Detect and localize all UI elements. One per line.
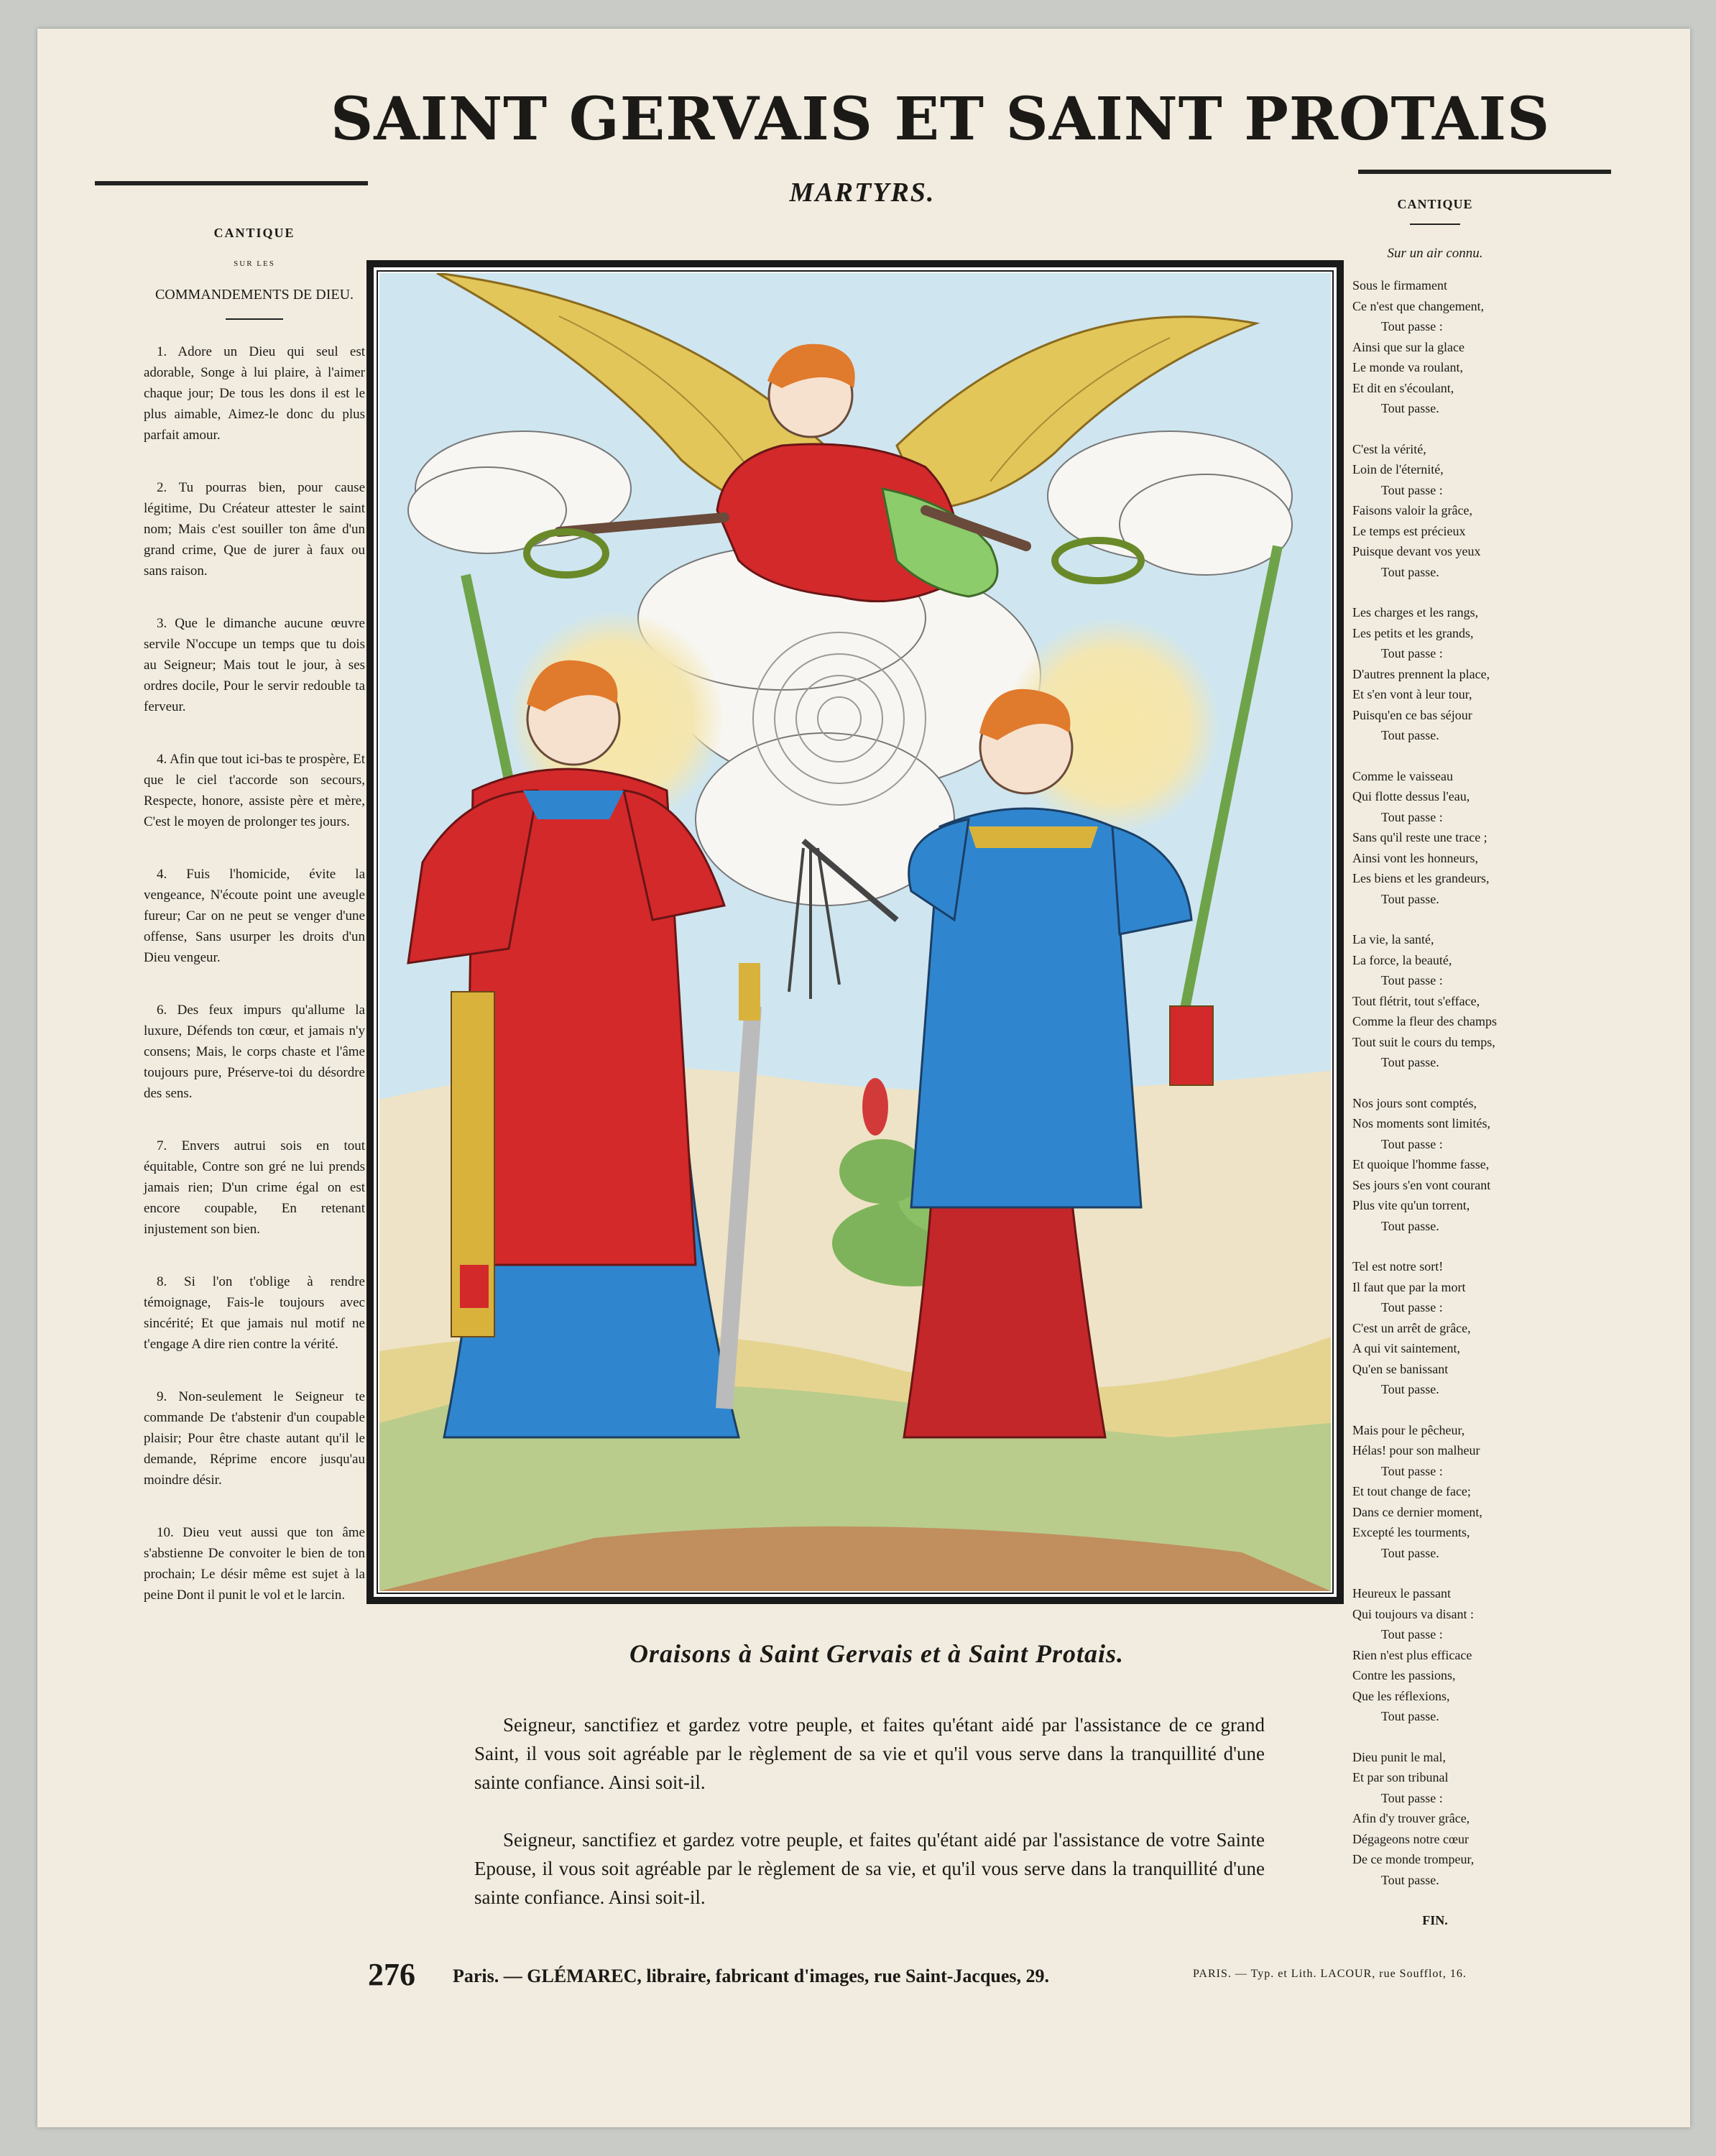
stanza bbox=[1352, 1256, 1518, 1400]
stanza-line: Nos moments sont limités, bbox=[1352, 1116, 1491, 1130]
commandment-paragraph: 6. Des feux impurs qu'allume la luxure, Défends ton cœur, et jamais n'y consens; Mais, le corps chaste et l'âme toujours pure, Préserve-toi du désordre des sens. bbox=[144, 1003, 365, 1101]
stanza-line: Le monde va roulant, bbox=[1352, 360, 1463, 374]
stanza-line: Rien n'est plus efficace bbox=[1352, 1647, 1472, 1662]
stanza-line: Qui toujours va disant : bbox=[1352, 1606, 1474, 1621]
left-cantique-heading: CANTIQUE bbox=[213, 226, 295, 240]
left-column-cantique bbox=[144, 223, 365, 1637]
stanza-line: Dans ce dernier moment, bbox=[1352, 1504, 1482, 1519]
commandment-paragraph: 7. Envers autrui sois en tout équitable, Contre son gré ne lui prends jamais rien; D'un crime égal on est encore coupable, En retenant injustement son bien. bbox=[144, 1138, 365, 1237]
page-subtitle: MARTYRS. bbox=[789, 178, 936, 208]
stanza-line: Heureux le passant bbox=[1352, 1586, 1451, 1600]
stanza-line: C'est la vérité, bbox=[1352, 441, 1426, 456]
commandment-paragraph: 9. Non-seulement le Seigneur te commande De t'abstenir d'un coupable plaisir; Pour être chaste autant qu'il le demande, Réprime encore jusqu'au moindre désir. bbox=[144, 1389, 365, 1488]
stanza-line: Excepté les tourments, bbox=[1352, 1525, 1470, 1539]
stanza-line: Tout passe : bbox=[1381, 809, 1443, 824]
stanza-line: Tout flétrit, tout s'efface, bbox=[1352, 993, 1480, 1008]
right-cantique-heading: CANTIQUE bbox=[1397, 197, 1473, 211]
stanza bbox=[1352, 1747, 1518, 1891]
stanza-line: Dégageons notre cœur bbox=[1352, 1831, 1469, 1846]
stanza-line: De ce monde trompeur, bbox=[1352, 1852, 1475, 1866]
stanza-line: Tout passe : bbox=[1381, 646, 1443, 660]
commandment-paragraph: 10. Dieu veut aussi que ton âme s'abstienne De convoiter le bien de ton prochain; Le désir même est sujet à la peine Dont il punit le vol et le larcin. bbox=[144, 1525, 365, 1603]
stanza-line: Tout passe. bbox=[1381, 1218, 1439, 1233]
stanza-line: Tout passe : bbox=[1381, 1300, 1443, 1314]
stanza-line: Tout passe. bbox=[1381, 1872, 1439, 1887]
oraisons-title: Oraisons à Saint Gervais et à Saint Protais. bbox=[629, 1639, 1125, 1668]
stanza-line: Dieu punit le mal, bbox=[1352, 1749, 1446, 1764]
stanza bbox=[1352, 439, 1518, 583]
stanza-line: Tout passe. bbox=[1381, 1382, 1439, 1396]
stanza-line: Tout passe. bbox=[1381, 401, 1439, 415]
stanza-line: Tel est notre sort! bbox=[1352, 1259, 1444, 1273]
stanza-line: Ainsi vont les honneurs, bbox=[1352, 850, 1478, 865]
stanza-line: Mais pour le pêcheur, bbox=[1352, 1422, 1465, 1437]
stanza-line: Les petits et les grands, bbox=[1352, 625, 1474, 640]
stanza-line: Ce n'est que changement, bbox=[1352, 298, 1485, 313]
stanza-line: Faisons valoir la grâce, bbox=[1352, 503, 1472, 517]
right-short-rule bbox=[1410, 224, 1460, 225]
stanza-line: Comme le vaisseau bbox=[1352, 768, 1453, 783]
commandment-paragraph: 4. Fuis l'homicide, évite la vengeance, N'écoute point une aveugle fureur; Car on ne peut se venger d'une offense, Sans usurper les droits d'un Dieu vengeur. bbox=[144, 867, 365, 965]
stanza-line: A qui vit saintement, bbox=[1352, 1341, 1460, 1355]
left-short-rule bbox=[226, 318, 283, 320]
stanza-list bbox=[1352, 275, 1518, 1890]
commandment-paragraph: 8. Si l'on t'oblige à rendre témoignage, Fais-le toujours avec sincérité; Et que jamais nul motif ne t'engage A dire rien contre la vérité. bbox=[144, 1274, 365, 1352]
stanza-line: Tout passe : bbox=[1381, 482, 1443, 497]
right-column-cantique bbox=[1352, 194, 1518, 1931]
stanza bbox=[1352, 929, 1518, 1073]
stanza-line: Loin de l'éternité, bbox=[1352, 462, 1444, 476]
stanza-line: Plus vite qu'un torrent, bbox=[1352, 1198, 1470, 1212]
stanza-line: D'autres prennent la place, bbox=[1352, 666, 1490, 681]
stanza bbox=[1352, 1093, 1518, 1237]
stanza-line: Sous le firmament bbox=[1352, 278, 1447, 292]
stanza-line: Tout passe. bbox=[1381, 728, 1439, 742]
stanza bbox=[1352, 1583, 1518, 1727]
stanza-line: Afin d'y trouver grâce, bbox=[1352, 1811, 1470, 1825]
stanza-line: Tout passe : bbox=[1381, 973, 1443, 987]
stanza-line: Tout passe. bbox=[1381, 1709, 1439, 1723]
commandment-paragraph: 3. Que le dimanche aucune œuvre servile N'occupe un temps que tu dois au Seigneur; Mais tout le jour, à ses ordres docile, Pour le servir redouble ta ferveur. bbox=[144, 616, 365, 714]
left-cantique-small: SUR LES bbox=[234, 259, 275, 268]
stanza-line: Puisque devant vos yeux bbox=[1352, 544, 1481, 558]
stanza-line: Sans qu'il reste une trace ; bbox=[1352, 830, 1487, 844]
stanza-line: Qui flotte dessus l'eau, bbox=[1352, 789, 1470, 803]
prayer-paragraph-1: Seigneur, sanctifiez et gardez votre peuple, et faites qu'étant aidé par l'assistance de ce grand Saint, il vous soit agréable par le règlement de sa vie et qu'il vous serve dans la tranquillité d'une sainte confiance. Ainsi soit-il. bbox=[474, 1714, 1265, 1793]
left-cantique-subheading: COMMANDEMENTS DE DIEU. bbox=[154, 287, 354, 303]
stanza-line: Qu'en se banissant bbox=[1352, 1361, 1449, 1376]
stanza-line: Tout passe. bbox=[1381, 891, 1439, 906]
stanza-line: Ses jours s'en vont courant bbox=[1352, 1177, 1491, 1192]
stanza-line: Tout suit le cours du temps, bbox=[1352, 1034, 1495, 1049]
header-rule-left bbox=[95, 181, 368, 185]
stanza-line: C'est un arrêt de grâce, bbox=[1352, 1320, 1471, 1335]
stanza-line: Comme la fleur des champs bbox=[1352, 1014, 1497, 1028]
right-cantique-air: Sur un air connu. bbox=[1387, 245, 1483, 261]
stanza-line: Et par son tribunal bbox=[1352, 1770, 1449, 1784]
stanza-line: Tout passe. bbox=[1381, 1545, 1439, 1560]
stanza-line: Les charges et les rangs, bbox=[1352, 605, 1479, 619]
printer-line: PARIS. — Typ. et Lith. LACOUR, rue Soufflot, 16. bbox=[1193, 1968, 1467, 1980]
commandment-paragraph: 4. Afin que tout ici-bas te prospère, Et que le ciel t'accorde son secours, Respecte, honore, assiste père et mère, C'est le moyen de prolonger tes jours. bbox=[144, 752, 365, 829]
stanza-line: Hélas! pour son malheur bbox=[1352, 1443, 1480, 1457]
stanza-line: Les biens et les grandeurs, bbox=[1352, 871, 1490, 885]
stanza-line: Et tout change de face; bbox=[1352, 1484, 1471, 1498]
page-title: SAINT GERVAIS ET SAINT PROTAIS bbox=[331, 85, 1551, 154]
prayer-paragraph-2: Seigneur, sanctifiez et gardez votre peuple, et faites qu'étant aidé par l'assistance de votre Sainte Epouse, il vous soit agréable par le règlement de sa vie, et qu'il vous serve dans la tranquillité d'une sainte confiance. Ainsi soit-il. bbox=[474, 1829, 1265, 1908]
commandment-paragraph: 2. Tu pourras bien, pour cause légitime, Du Créateur attester le saint nom; Mais c'est souiller ton âme d'un grand crime, Que de jurer à faux ou sans raison. bbox=[144, 480, 365, 579]
saints-illustration bbox=[379, 273, 1331, 1591]
stanza-line: Contre les passions, bbox=[1352, 1668, 1456, 1682]
stanza-line: La force, la beauté, bbox=[1352, 952, 1452, 967]
stanza-line: Tout passe. bbox=[1381, 1055, 1439, 1069]
stanza-line: Tout passe : bbox=[1381, 1136, 1443, 1151]
stanza bbox=[1352, 1420, 1518, 1564]
stanza-line: Il faut que par la mort bbox=[1352, 1279, 1466, 1294]
stanza-line: Tout passe : bbox=[1381, 1790, 1443, 1805]
stanza-line: Et quoique l'homme fasse, bbox=[1352, 1157, 1490, 1171]
header-rule-right bbox=[1358, 170, 1611, 174]
stanza-line: Tout passe : bbox=[1381, 1463, 1443, 1478]
fin-label: FIN. bbox=[1422, 1913, 1448, 1927]
publisher-line: Paris. — GLÉMAREC, libraire, fabricant d'images, rue Saint-Jacques, 29. bbox=[453, 1966, 1050, 1986]
stanza-line: Puisqu'en ce bas séjour bbox=[1352, 707, 1472, 722]
stanza-line: Que les réflexions, bbox=[1352, 1688, 1450, 1703]
stanza-line: Et dit en s'écoulant, bbox=[1352, 380, 1454, 395]
illustration-frame bbox=[366, 260, 1344, 1604]
stanza-line: Et s'en vont à leur tour, bbox=[1352, 687, 1472, 701]
stanza-line: Tout passe. bbox=[1381, 564, 1439, 579]
stanza-line: Tout passe : bbox=[1381, 319, 1443, 333]
stanza-line: Ainsi que sur la glace bbox=[1352, 339, 1464, 354]
stanza bbox=[1352, 275, 1518, 419]
stanza-line: Nos jours sont comptés, bbox=[1352, 1095, 1477, 1110]
print-number: 276 bbox=[368, 1957, 415, 1992]
stanza-line: La vie, la santé, bbox=[1352, 932, 1434, 946]
commandment-paragraph: 1. Adore un Dieu qui seul est adorable, Songe à lui plaire, à l'aimer chaque jour; De tous les dons il est le plus aimable, Aimez-le donc du plus parfait amour. bbox=[144, 344, 365, 443]
stanza-line: Le temps est précieux bbox=[1352, 523, 1466, 538]
stanza bbox=[1352, 602, 1518, 746]
stanza-line: Tout passe : bbox=[1381, 1627, 1443, 1641]
stanza bbox=[1352, 766, 1518, 910]
